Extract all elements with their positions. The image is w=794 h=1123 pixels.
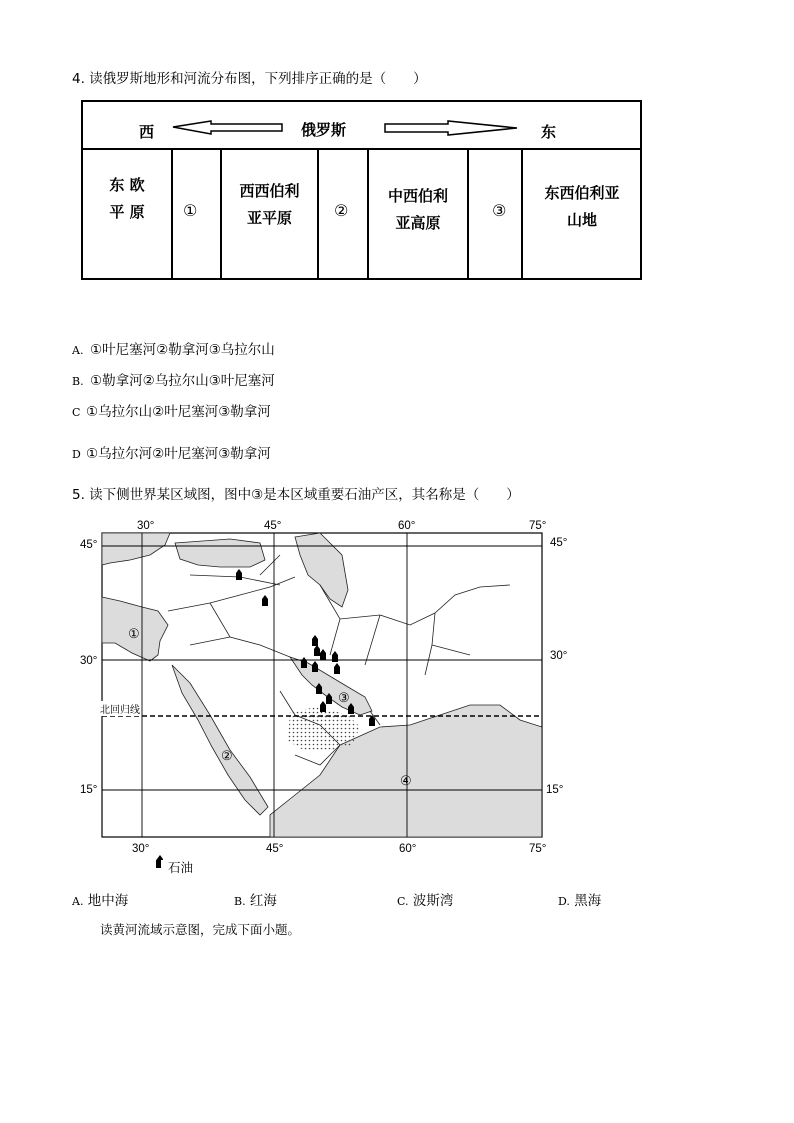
- east-arrow-icon: [385, 121, 517, 135]
- option-a[interactable]: A. ①叶尼塞河②勒拿河③乌拉尔山: [72, 342, 275, 358]
- lat-left-45: 45°: [80, 539, 98, 551]
- option-c[interactable]: C ①乌拉尔山②叶尼塞河③勒拿河: [72, 404, 271, 420]
- option-b[interactable]: B. ①勒拿河②乌拉尔山③叶尼塞河: [72, 373, 275, 389]
- tropic-label: 北回归线: [100, 701, 140, 716]
- lon-top-45: 45°: [264, 520, 282, 532]
- lon-top-30: 30°: [137, 520, 155, 532]
- russia-terrain-table: [81, 100, 642, 280]
- lat-right-45: 45°: [550, 537, 568, 549]
- choice-d[interactable]: D. 黑海: [558, 893, 602, 909]
- choice-a[interactable]: A. 地中海: [72, 893, 129, 909]
- question-4-stem: 4. 读俄罗斯地形和河流分布图，下列排序正确的是（ ）: [72, 71, 427, 87]
- lon-bottom-45: 45°: [266, 843, 284, 855]
- west-arrow-icon: [173, 121, 282, 134]
- header-west: 西: [139, 123, 155, 141]
- marker-4: ④: [400, 773, 412, 788]
- cell-east-siberian-mountains: 东西伯利亚 山地: [544, 184, 620, 229]
- next-section-intro: 读黄河流域示意图，完成下面小题。: [100, 922, 301, 937]
- header-east: 东: [541, 123, 557, 141]
- choice-b[interactable]: B. 红海: [234, 893, 277, 909]
- lon-bottom-60: 60°: [399, 843, 417, 855]
- lon-bottom-75: 75°: [529, 843, 547, 855]
- choice-c[interactable]: C. 波斯湾: [397, 893, 454, 909]
- header-russia: 俄罗斯: [301, 121, 347, 139]
- lon-top-75: 75°: [529, 520, 547, 532]
- lon-top-60: 60°: [398, 520, 416, 532]
- marker-1: ①: [128, 626, 140, 641]
- map-graphic: [80, 515, 560, 860]
- question-5-stem: 5. 读下侧世界某区域图，图中③是本区域重要石油产区，其名称是（ ）: [72, 487, 520, 503]
- cell-east-european-plain: 东 欧 平 原: [109, 176, 145, 221]
- cell-central-siberian-plateau: 中西伯利 亚高原: [387, 187, 448, 232]
- cell-marker-1: ①: [183, 201, 198, 220]
- option-d[interactable]: D ①乌拉尔河②叶尼塞河③勒拿河: [72, 446, 271, 462]
- legend-oil-label: 石油: [168, 860, 194, 875]
- cell-west-siberian-plain: 西西伯利 亚平原: [239, 182, 300, 227]
- middle-east-map: [80, 515, 568, 860]
- cell-marker-2: ②: [334, 201, 349, 220]
- lat-right-30: 30°: [550, 650, 568, 662]
- lat-right-15: 15°: [546, 784, 564, 796]
- marker-2: ②: [221, 748, 233, 763]
- legend-oil-icon: [156, 859, 161, 868]
- cell-marker-3: ③: [492, 201, 507, 220]
- lon-bottom-30: 30°: [132, 843, 150, 855]
- marker-3: ③: [338, 690, 350, 705]
- lat-left-15: 15°: [80, 784, 98, 796]
- lat-left-30: 30°: [80, 655, 98, 667]
